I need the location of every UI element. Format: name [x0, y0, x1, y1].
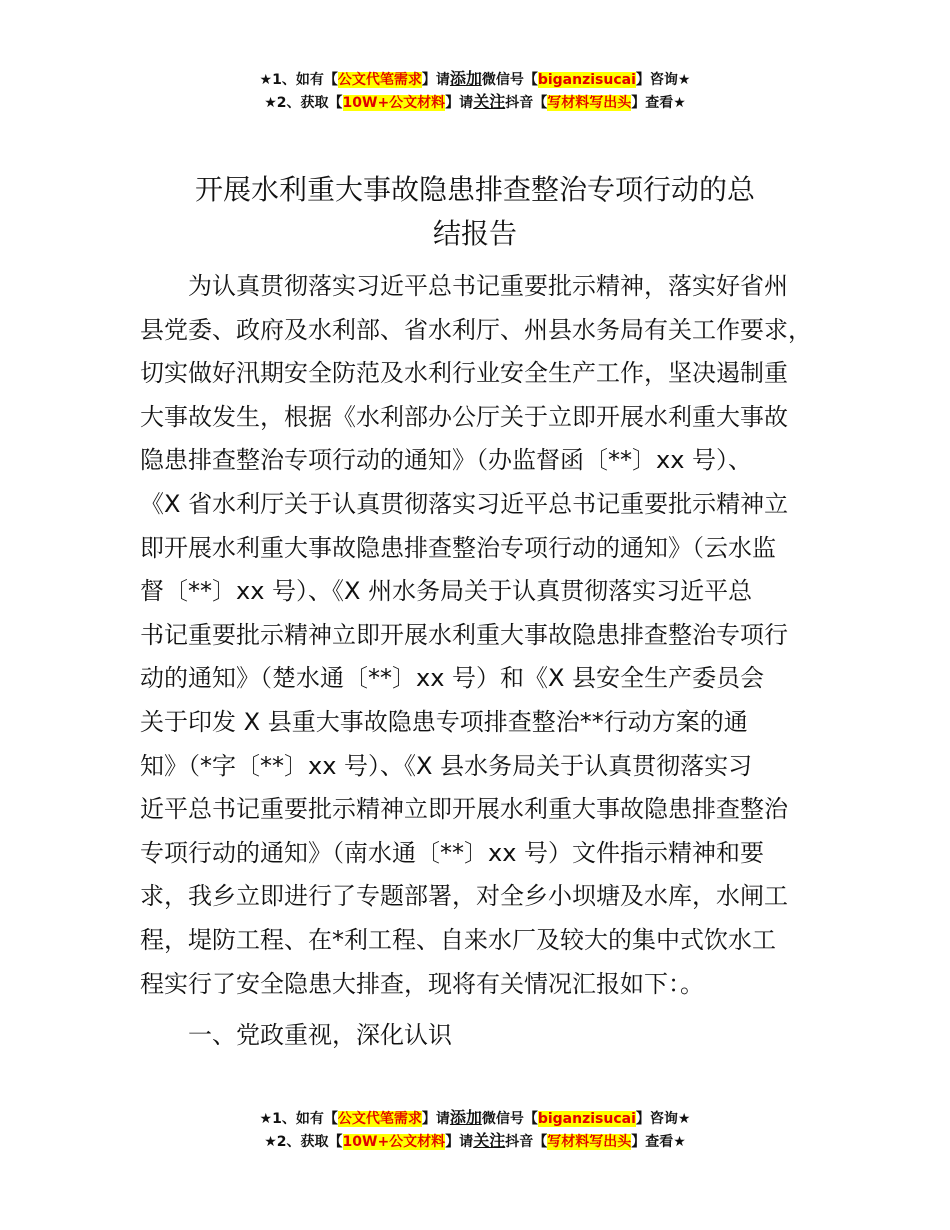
body-line: 大事故发生，根据《水利部办公厅关于立即开展水利重大事故 — [140, 402, 788, 431]
body-line: 为认真贯彻落实习近平总书记重要批示精神，落实好省州 — [188, 272, 788, 300]
promo-text: ★2、获取【 — [264, 1134, 343, 1150]
promo-highlight: biganzisucai — [537, 72, 636, 88]
body-line: 程实行了安全隐患大排查，现将有关情况汇报如下：。 — [140, 969, 704, 998]
promo-highlight: 公文代笔需求 — [337, 1111, 422, 1127]
promo-highlight: 公文代笔需求 — [337, 72, 422, 88]
body-line: 县党委、政府及水利部、省水利厅、州县水务局有关工作要求， — [140, 315, 812, 344]
body-line: 动的通知》（楚水通〔**〕xx 号）和《X 县安全生产委员会 — [140, 664, 765, 693]
promo-line-1 — [0, 1107, 950, 1130]
body-line: 近平总书记重要批示精神立即开展水利重大事故隐患排查整治 — [140, 795, 788, 824]
promo-highlight: biganzisucai — [537, 1111, 636, 1127]
promo-text: 】咨询★ — [635, 1111, 691, 1127]
header-promo — [0, 68, 950, 114]
section-heading-1: 一、党政重视，深化认识 — [188, 1021, 452, 1049]
footer-promo — [0, 1107, 950, 1153]
promo-line-1 — [0, 68, 950, 91]
promo-text: ★2、获取【 — [264, 95, 343, 111]
promo-emphasis: 关注 — [473, 1131, 506, 1150]
body-line: 知》（*字〔**〕xx 号）、《X 县水务局关于认真贯彻落实习 — [140, 751, 753, 780]
body-line: 关于印发 X 县重大事故隐患专项排查整治**行动方案的通 — [140, 707, 748, 736]
promo-line-2 — [0, 91, 950, 114]
promo-text: ★1、如有【 — [259, 1111, 338, 1127]
promo-emphasis: 添加 — [449, 1108, 482, 1127]
body-line: 切实做好汛期安全防范及水利行业安全生产工作，坚决遏制重 — [140, 359, 788, 388]
promo-line-2 — [0, 1130, 950, 1153]
promo-highlight: 写材料写出头 — [547, 95, 632, 111]
body-line: 隐患排查整治专项行动的通知》（办监督函〔**〕xx 号）、 — [140, 446, 753, 475]
body-line: 书记重要批示精神立即开展水利重大事故隐患排查整治专项行 — [140, 620, 788, 649]
body-line: 求，我乡立即进行了专题部署，对全乡小坝塘及水库，水闸工 — [140, 882, 788, 911]
body-paragraph — [140, 265, 830, 1006]
body-line: 即开展水利重大事故隐患排查整治专项行动的通知》（云水监 — [140, 533, 776, 562]
promo-text: ★1、如有【 — [259, 72, 338, 88]
body-line: 督〔**〕xx 号）、《X 州水务局关于认真贯彻落实习近平总 — [140, 577, 753, 606]
promo-text: 微信号【 — [481, 1111, 538, 1127]
title-line-2: 结报告 — [432, 217, 517, 250]
promo-highlight: 10W+公文材料 — [342, 1134, 446, 1150]
promo-text: 抖音【 — [505, 95, 548, 111]
promo-text: 】查看★ — [631, 1134, 686, 1150]
promo-text: 抖音【 — [505, 1134, 548, 1150]
title-line-1: 开展水利重大事故隐患排查整治专项行动的总 — [194, 173, 755, 206]
promo-text: 微信号【 — [481, 72, 538, 88]
promo-text: 】请 — [445, 95, 474, 111]
promo-emphasis: 添加 — [449, 69, 482, 88]
body-line: 程，堤防工程、在*利工程、自来水厂及较大的集中式饮水工 — [140, 925, 776, 954]
promo-text: 】咨询★ — [635, 72, 691, 88]
promo-text: 】查看★ — [631, 95, 686, 111]
promo-text: 】请 — [421, 1111, 450, 1127]
document-title — [140, 168, 810, 256]
body-line: 专项行动的通知》（南水通〔**〕xx 号）文件指示精神和要 — [140, 838, 765, 867]
promo-highlight: 10W+公文材料 — [342, 95, 446, 111]
body-line: 《X 省水利厅关于认真贯彻落实习近平总书记重要批示精神立 — [140, 489, 789, 518]
promo-text: 】请 — [421, 72, 450, 88]
promo-emphasis: 关注 — [473, 92, 506, 111]
promo-text: 】请 — [445, 1134, 474, 1150]
promo-highlight: 写材料写出头 — [547, 1134, 632, 1150]
